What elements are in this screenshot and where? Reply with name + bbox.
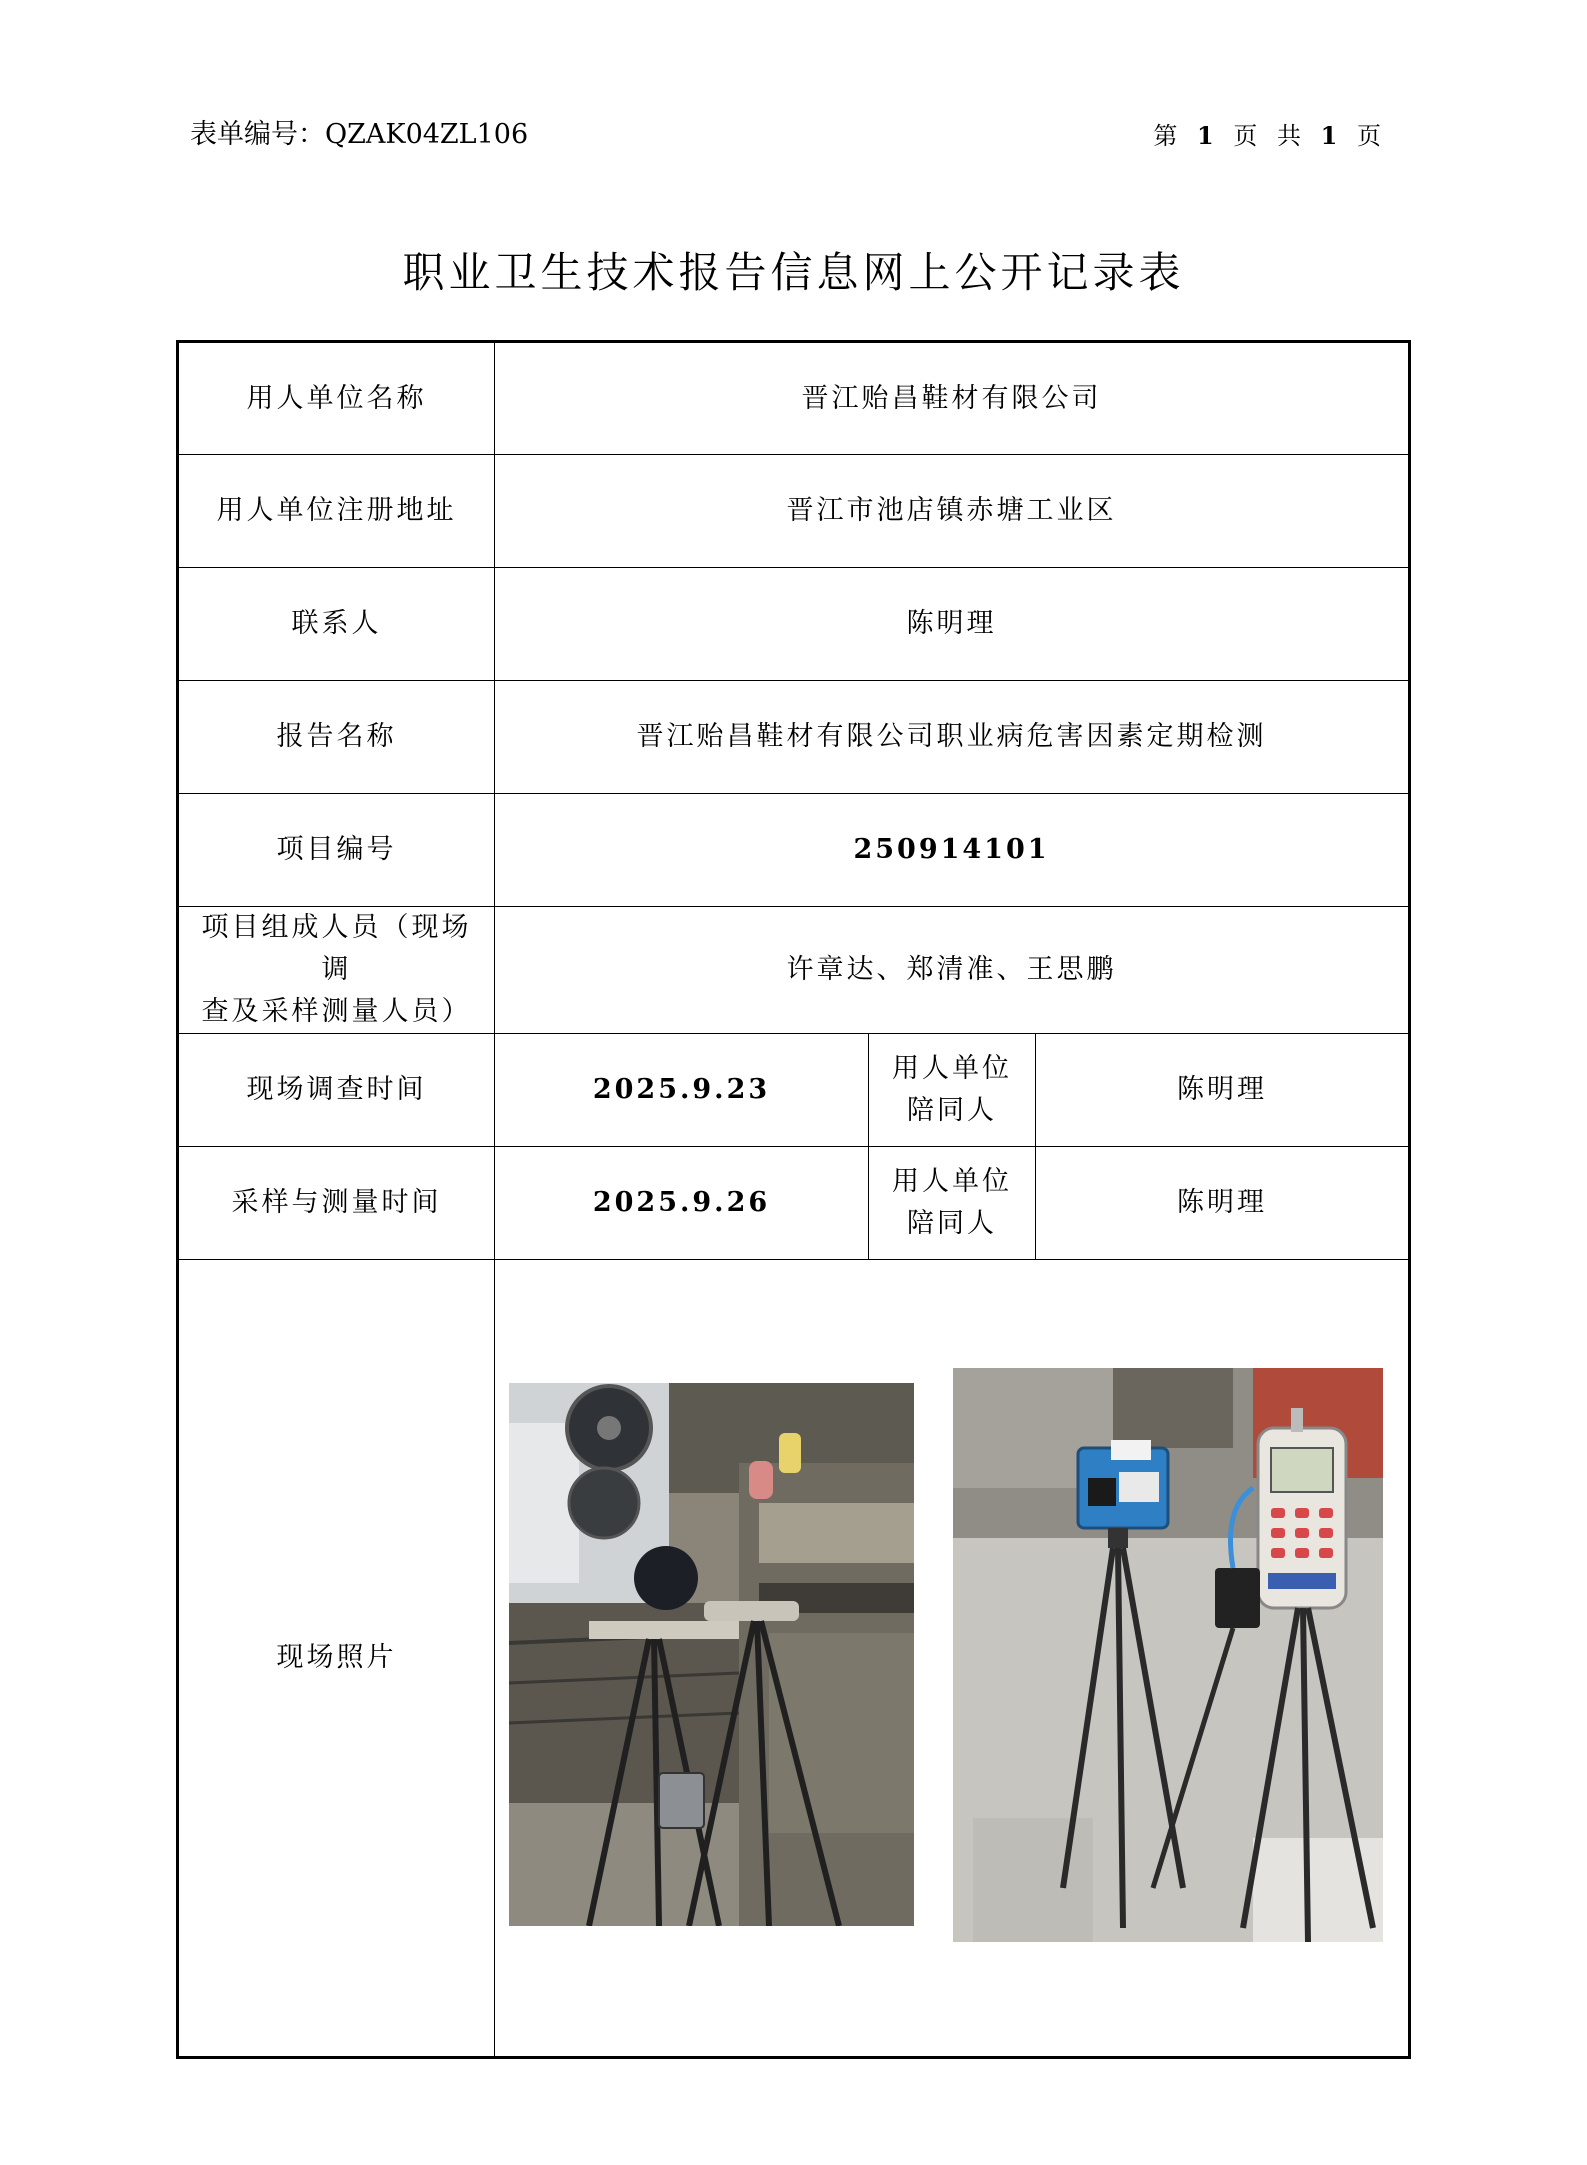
value-sampling-time: 2025.9.26 (495, 1147, 869, 1260)
value-report-name: 晋江贻昌鞋材有限公司职业病危害因素定期检测 (495, 681, 1410, 794)
row-survey-time (178, 1034, 1410, 1147)
label-sampling-escort-line1: 用人单位 (892, 1166, 1012, 1197)
value-survey-time: 2025.9.23 (495, 1034, 869, 1147)
label-project-members (178, 907, 495, 1034)
label-survey-escort (869, 1034, 1036, 1147)
value-employer-name: 晋江贻昌鞋材有限公司 (495, 342, 1410, 455)
page-suffix: 页 (1357, 122, 1387, 150)
label-photos: 现场照片 (178, 1260, 495, 2058)
label-project-members-line2: 查及采样测量人员） (201, 996, 472, 1027)
page-mid: 页 共 (1233, 122, 1308, 150)
label-report-name: 报告名称 (178, 681, 495, 794)
photos-cell (495, 1260, 1410, 2058)
label-contact: 联系人 (178, 568, 495, 681)
row-sampling-time (178, 1147, 1410, 1260)
page-indicator (1153, 116, 1387, 151)
label-survey-time: 现场调查时间 (178, 1034, 495, 1147)
form-number-label: 表单编号： (190, 119, 325, 150)
page-number: 1 (1197, 121, 1220, 150)
site-photo-heat-stress-meter (509, 1383, 914, 1926)
photos-container (495, 1260, 1408, 2056)
form-number (190, 112, 528, 151)
row-employer-name (178, 342, 1410, 455)
form-number-code: QZAK04ZL106 (325, 119, 529, 150)
value-project-members: 许章达、郑清准、王思鹏 (495, 907, 1410, 1034)
label-survey-escort-line2: 陪同人 (907, 1095, 997, 1126)
row-project-number (178, 794, 1410, 907)
label-sampling-time: 采样与测量时间 (178, 1147, 495, 1260)
label-employer-name: 用人单位名称 (178, 342, 495, 455)
label-sampling-escort (869, 1147, 1036, 1260)
label-sampling-escort-line2: 陪同人 (907, 1208, 997, 1239)
row-photos (178, 1260, 1410, 2058)
label-registered-address: 用人单位注册地址 (178, 455, 495, 568)
value-survey-escort: 陈明理 (1036, 1034, 1410, 1147)
label-project-members-line1: 项目组成人员（现场调 (201, 912, 472, 985)
value-sampling-escort: 陈明理 (1036, 1147, 1410, 1260)
label-project-number: 项目编号 (178, 794, 495, 907)
page-prefix: 第 (1153, 122, 1184, 150)
value-project-number: 250914101 (495, 794, 1410, 907)
label-survey-escort-line1: 用人单位 (892, 1053, 1012, 1084)
row-project-members (178, 907, 1410, 1034)
record-table (176, 340, 1411, 2059)
row-contact (178, 568, 1410, 681)
value-registered-address: 晋江市池店镇赤塘工业区 (495, 455, 1410, 568)
page-total: 1 (1320, 121, 1344, 150)
row-report-name (178, 681, 1410, 794)
value-contact: 陈明理 (495, 568, 1410, 681)
row-registered-address (178, 455, 1410, 568)
page-title: 职业卫生技术报告信息网上公开记录表 (402, 248, 1185, 297)
site-photo-sampling-pump-and-sound-level-meter (953, 1368, 1383, 1942)
